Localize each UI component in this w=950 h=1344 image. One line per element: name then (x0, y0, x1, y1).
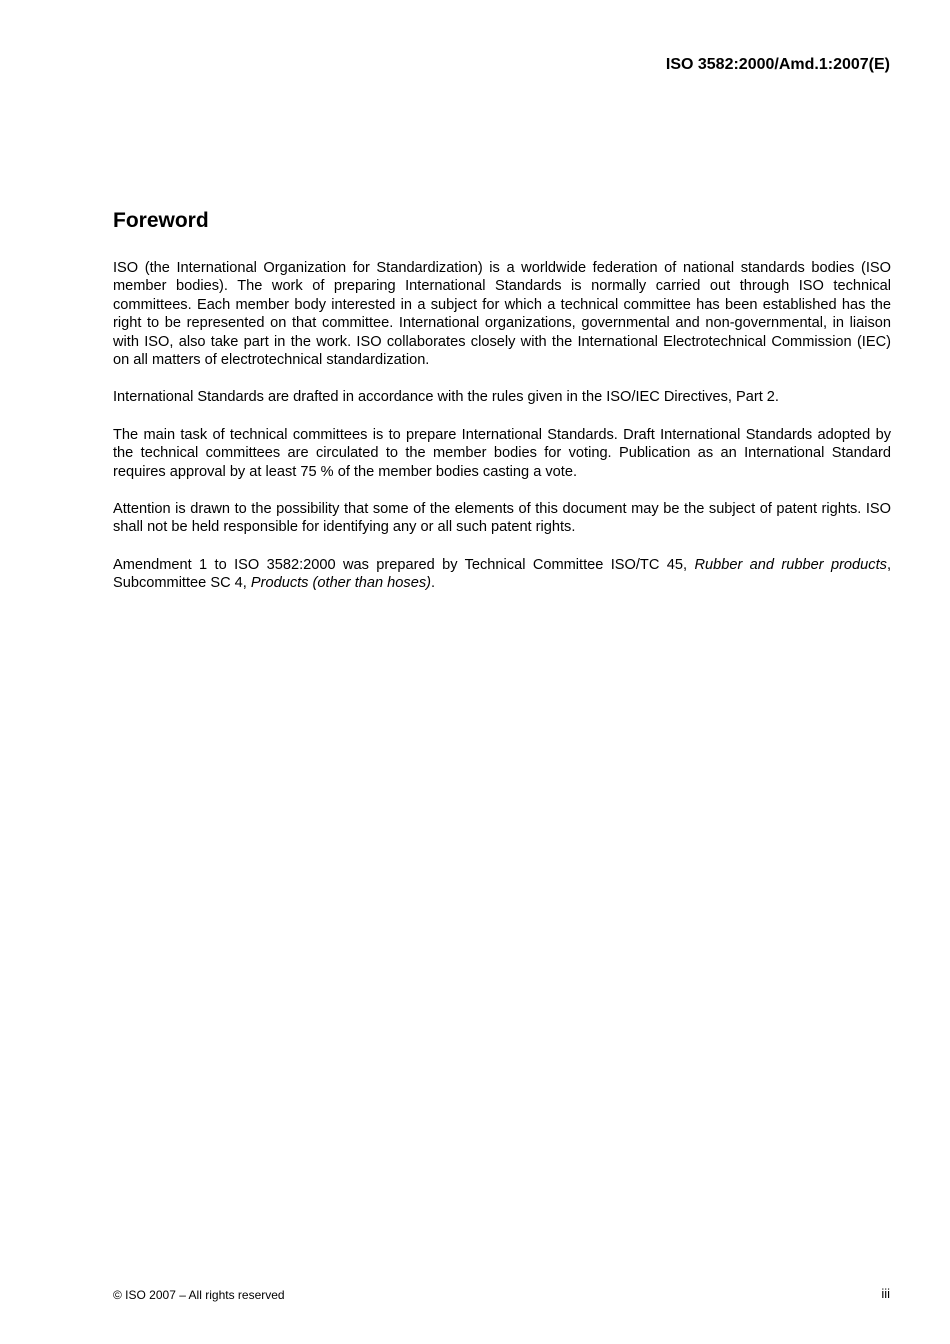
page-number: iii (881, 1286, 890, 1301)
committee-title: Rubber and rubber products (694, 556, 887, 573)
paragraph-directives: International Standards are drafted in accordance with the rules given in the ISO/IEC Directives, Part 2. (113, 389, 779, 406)
amendment-text-3: . (430, 575, 436, 592)
section-title: Foreword (113, 209, 209, 232)
paragraph-amendment (113, 556, 891, 593)
paragraph-iso-overview: ISO (the International Organization for Standardization) is a worldwide federation of national standards bodies (ISO member bodies). The work of preparing International Standards is normally carried out through ISO technical committees. Each member body interested in a subject for which a technical committee has been established has the right to be represented on that committee. International organizations, governmental and non-governmental, in liaison with ISO, also take part in the work. ISO collaborates closely with the International Electrotechnical Commission (IEC) on all matters of electrotechnical standardization. (113, 260, 891, 369)
amendment-text-2: , Subcommittee SC 4, (113, 556, 891, 592)
amendment-text-1: Amendment 1 to ISO 3582:2000 was prepared by Technical Committee ISO/TC 45, (113, 556, 695, 573)
paragraph-committee-task: The main task of technical committees is to prepare International Standards. Draft International Standards adopted by the technical committees are circulated to the member bodies for voting. Publication as an International Standard requires approval by at least 75 % of the member bodies casting a vote. (113, 426, 891, 480)
document-identifier: ISO 3582:2000/Amd.1:2007(E) (665, 56, 890, 73)
paragraph-patent-rights: Attention is drawn to the possibility that some of the elements of this document may be the subject of patent rights. ISO shall not be held responsible for identifying any or all such patent rights. (113, 501, 891, 536)
foreword-body (113, 259, 891, 612)
copyright-notice: © ISO 2007 – All rights reserved (113, 1288, 285, 1302)
subcommittee-title: Products (other than hoses) (250, 575, 431, 592)
